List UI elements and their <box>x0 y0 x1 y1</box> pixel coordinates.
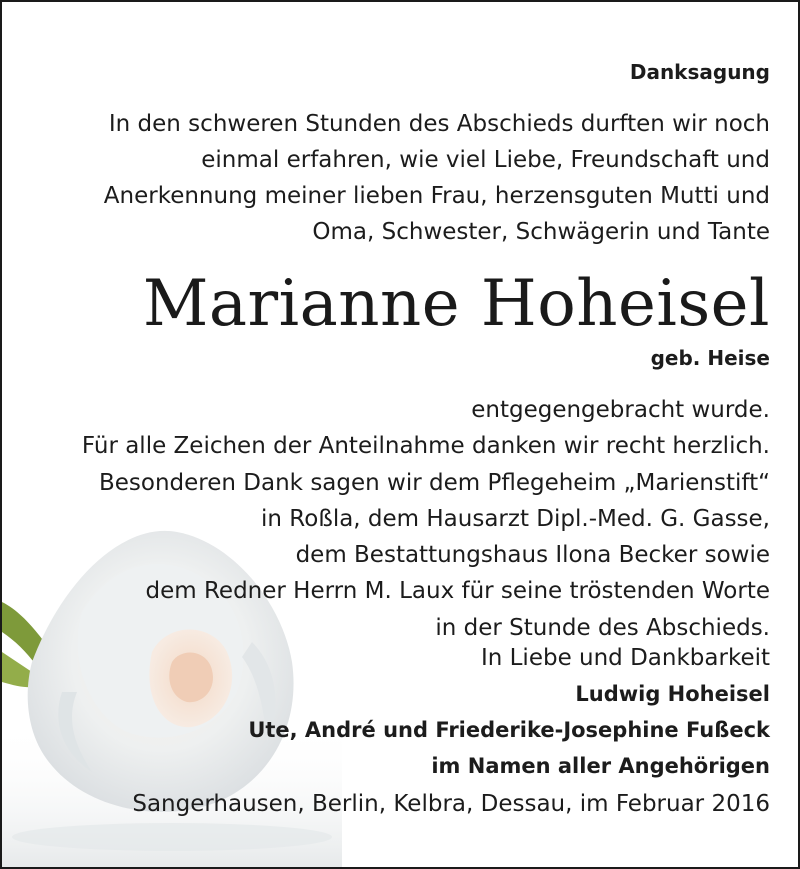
signer-line: Ludwig Hoheisel <box>575 682 770 706</box>
signer-line: Ute, André und Friederike-Josephine Fußeck <box>248 718 770 742</box>
thanks-line: Für alle Zeichen der Anteilnahme danken wir recht herzlich. <box>81 433 770 460</box>
intro-line: Oma, Schwester, Schwägerin und Tante <box>312 219 770 245</box>
thanks-line: in der Stunde des Abschieds. <box>435 614 770 641</box>
thanks-line: dem Redner Herrn M. Laux für seine tröstenden Worte <box>145 578 770 605</box>
intro-line: In den schweren Stunden des Abschieds durften wir noch <box>108 111 770 137</box>
thanks-paragraph <box>82 392 770 646</box>
closing-phrase: In Liebe und Dankbarkeit <box>480 645 770 671</box>
place-date: Sangerhausen, Berlin, Kelbra, Dessau, im Februar 2016 <box>132 791 770 817</box>
signers <box>248 676 770 784</box>
intro-paragraph <box>104 106 770 250</box>
notice-heading: Danksagung <box>629 60 770 84</box>
thanks-line: in Roßla, dem Hausarzt Dipl.-Med. G. Gasse, <box>261 505 770 532</box>
thanks-line: Besonderen Dank sagen wir dem Pflegeheim „Marienstift“ <box>99 469 770 496</box>
thanks-line: dem Bestattungshaus Ilona Becker sowie <box>295 542 770 569</box>
intro-line: Anerkennung meiner lieben Frau, herzensguten Mutti und <box>103 183 770 209</box>
thanks-line: entgegengebracht wurde. <box>471 397 770 423</box>
signer-line: im Namen aller Angehörigen <box>431 754 770 778</box>
deceased-name: Marianne Hoheisel <box>142 267 770 341</box>
intro-line: einmal erfahren, wie viel Liebe, Freundschaft und <box>201 147 770 173</box>
maiden-name: geb. Heise <box>650 346 770 370</box>
